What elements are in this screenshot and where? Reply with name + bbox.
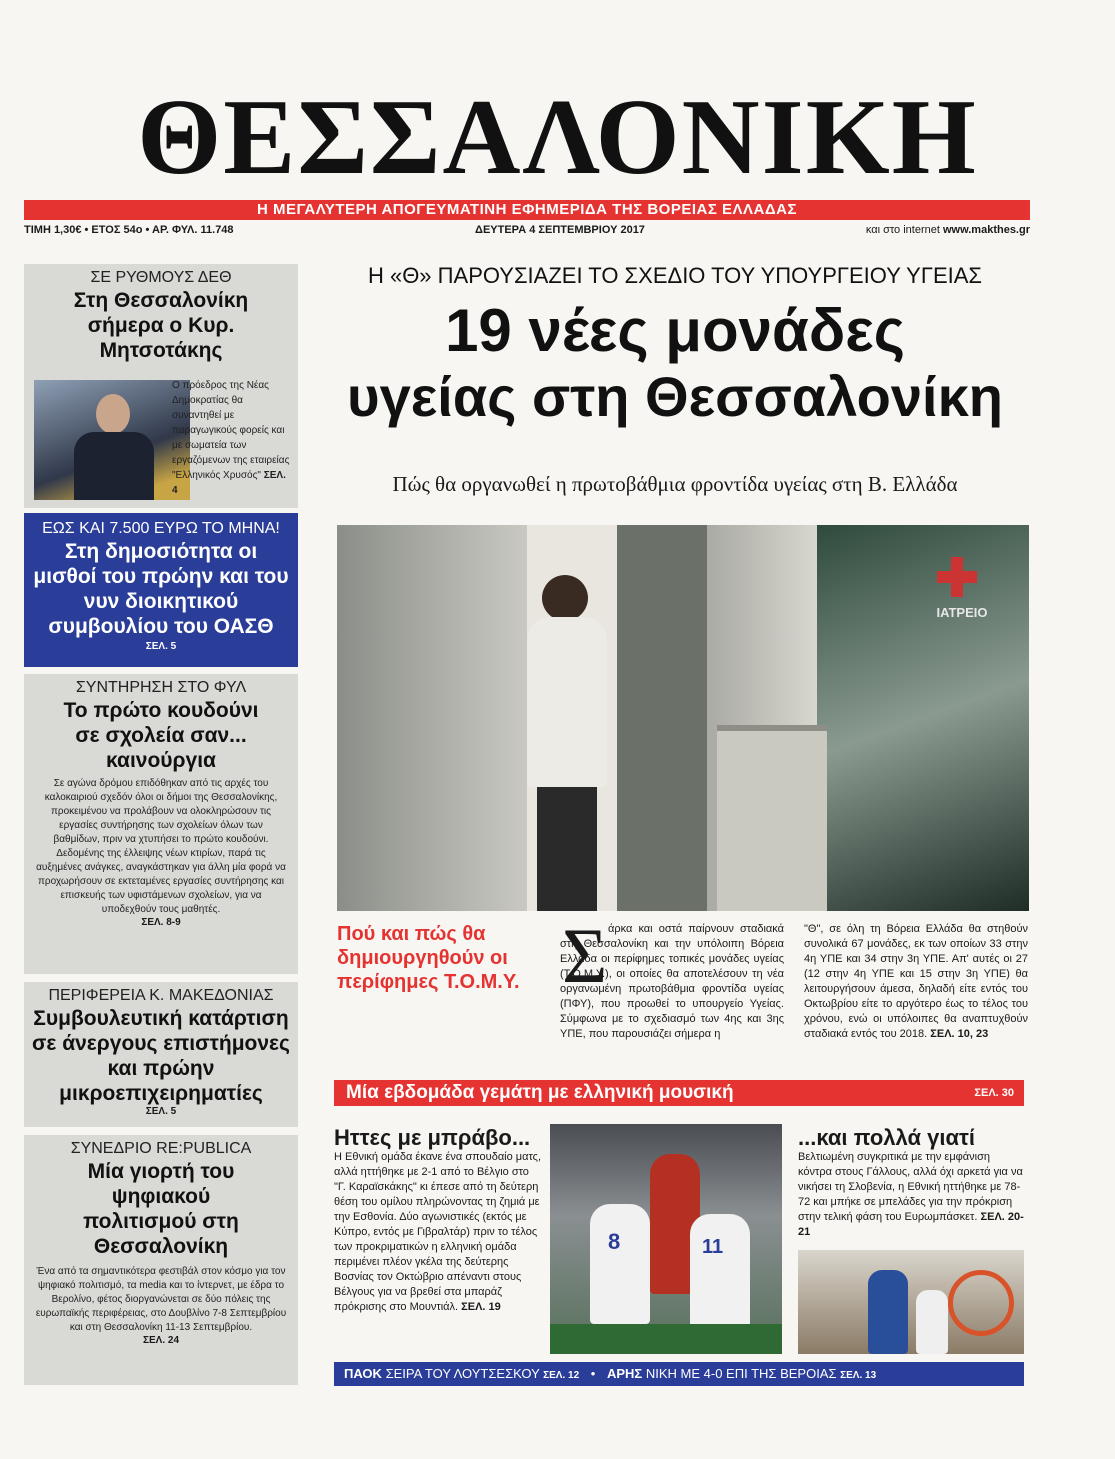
lead-subhead: Πώς θα οργανωθεί η πρωτοβάθμια φροντίδα υγείας στη Β. Ελλάδα: [392, 472, 958, 496]
jersey-number-a: 8: [608, 1229, 621, 1254]
football-headline[interactable]: Ηττες με μπράβο...: [334, 1125, 531, 1150]
price-issue: ΤΙΜΗ 1,30€ • ΕΤΟΣ 54ο • ΑΡ. ΦΥΛ. 11.748: [24, 224, 234, 236]
photo-table: [717, 725, 827, 911]
story-headline[interactable]: Το πρώτο κουδούνι σε σχολεία σαν... καινούργια: [63, 699, 259, 772]
lead-page: ΣΕΛ. 10, 23: [930, 1028, 989, 1040]
issue-date: ΔΕΥΤΕΡΑ 4 ΣΕΠΤΕΜΒΡΙΟΥ 2017: [475, 224, 645, 236]
lead-col1: άρκα και οστά παίρνουν σταδιακά στη Θεσσαλονίκη και την υπόλοιπη Βόρεια Ελλάδα οι περίφημες τοπικές μονάδες υγείας (Τ.Ο.Μ.Υ.), οι οποίες θα αποτελέσουν τη νέα οργανωμένη πρωτοβάθμια φροντίδα υγείας (ΠΦΥ), που προωθεί το υπουργείο Υγείας. Σύμφωνα με το σχεδιασμό των 4ης και 3ης ΥΠΕ, που παρουσιάζει σήμερα η: [560, 923, 784, 1040]
photo-glass-door: [817, 525, 1029, 911]
lead-headline-line1: 19 νέες μονάδες: [445, 297, 905, 364]
sports-strip[interactable]: [334, 1362, 1024, 1386]
photo-sign-text: ΙΑΤΡΕΙΟ: [936, 605, 988, 620]
story-kicker: ΣΥΝΤΗΡΗΣΗ ΣΤΟ ΦΥΛ: [75, 679, 247, 696]
lead-photo: [337, 525, 1029, 911]
photo-hoop: [948, 1270, 1014, 1336]
story-text: [172, 378, 292, 498]
basketball-page: ΣΕΛ. 20-21: [798, 1211, 1024, 1238]
lead-kicker: Η «Θ» ΠΑΡΟΥΣΙΑΖΕΙ ΤΟ ΣΧΕΔΙΟ ΤΟΥ ΥΠΟΥΡΓΕΙΟΥ ΥΓΕΙΑΣ: [367, 263, 983, 288]
medical-cross-icon: [937, 557, 977, 597]
sidebar-story-oasth[interactable]: [24, 513, 298, 667]
photo-wall-left: [337, 525, 527, 911]
photo-door: [617, 525, 707, 911]
photo-nurse-legs: [537, 787, 597, 911]
lead-col2: [804, 922, 1028, 1042]
paok-page: ΣΕΛ. 12: [543, 1370, 580, 1381]
drop-cap: Σ: [562, 912, 608, 999]
music-strip-page: ΣΕΛ. 30: [974, 1087, 1014, 1099]
story-headline[interactable]: Στη Θεσσαλονίκη σήμερα ο Κυρ. Μητσοτάκης: [73, 289, 249, 362]
sidebar-story-schools[interactable]: [24, 674, 298, 974]
internet-line: [790, 222, 1030, 238]
basketball-text: [798, 1150, 1026, 1240]
sidebar-story-republica[interactable]: [24, 1135, 298, 1385]
basketball-body: Βελτιωμένη συγκριτικά με την εμφάνιση κόντρα στους Γάλλους, αλλά όχι αρκετά για να νικήσει τη Σλοβενία, η Εθνική ηττήθηκε με 78-72 και μπήκε σε μπελάδες για την πρόκριση στην τελική φάση του Ευρωμπάσκετ.: [798, 1151, 1023, 1223]
photo-nurse-head: [542, 575, 588, 621]
photo-pitch: [550, 1324, 782, 1354]
photo-player-white-2: [690, 1214, 750, 1334]
paok-label: ΠΑΟΚ: [344, 1366, 382, 1381]
music-strip[interactable]: [334, 1080, 1024, 1106]
paok-text: ΣΕΙΡΑ ΤΟΥ ΛΟΥΤΣΕΣΚΟΥ: [385, 1366, 540, 1381]
football-photo: [550, 1124, 782, 1354]
sidebar-story-training[interactable]: [24, 982, 298, 1127]
jersey-number-b: 11: [702, 1236, 724, 1258]
photo-nurse-coat: [527, 617, 607, 787]
sidebar-story-mitsotakis[interactable]: [24, 264, 298, 508]
story-kicker: ΠΕΡΙΦΕΡΕΙΑ Κ. ΜΑΚΕΔΟΝΙΑΣ: [48, 987, 274, 1004]
basketball-photo: [798, 1250, 1024, 1354]
story-page: ΣΕΛ. 5: [145, 641, 177, 652]
internet-url[interactable]: www.makthes.gr: [942, 224, 1030, 236]
story-text: Σε αγώνα δρόμου επιδόθηκαν από τις αρχές του καλοκαιριού σχεδόν όλοι οι δήμοι της Θεσσαλονίκης, προκειμένου να προλάβουν να ολοκληρώσουν τις εργασίες συντήρησης των σχολείων όλων των βαθμίδων, πριν να χτυπήσει το πρώτο κουδούνι. Δεδομένης της έλλειψης νέων κτιρίων, παρά τις αυξημένες ανάγκες, αναγκάστηκαν για άλλη μία φορά να προχωρήσουν σε εκτεταμένες εργασίες συντήρησης και επισκευής των υφιστάμενων σχολείων, για να υποδεχθούν τους μαθητές.: [36, 778, 286, 915]
portrait-face: [96, 394, 130, 434]
aris-page: ΣΕΛ. 13: [840, 1370, 877, 1381]
story-kicker: ΣΕ ΡΥΘΜΟΥΣ ΔΕΘ: [90, 269, 232, 286]
photo-player-white-1: [590, 1204, 650, 1324]
lead-red-headline[interactable]: Πού και πώς θα δημιουργηθούν οι περίφημες Τ.Ο.Μ.Υ.: [337, 923, 520, 993]
football-body: Η Εθνική ομάδα έκανε ένα σπουδαίο ματς, αλλά ηττήθηκε με 2-1 από το Βέλγιο στο "Γ. Καραϊσκάκης" κι έπεσε από τη δεύτερη θέση του ομίλου πληρώνοντας τη ζημιά με την Εσθονία. Δύο αγωνιστικές (εκτός με Κύπρο, εντός με Γιβραλτάρ) πριν το τέλος των προκριματικών η ελληνική ομάδα περιμένει πλέον γκέλα της δεύτερης Βοσνίας τον Οκτώβριο απέναντι στους Βέλγους για να βρεθεί στα μπαράζ πρόκρισης στο Μουντιάλ.: [334, 1151, 542, 1313]
lead-col2-text: "Θ", σε όλη τη Βόρεια Ελλάδα θα στηθούν συνολικά 67 μονάδες, εκ των οποίων 33 στην 4η ΥΠΕ και 34 στην 3η ΥΠΕ. Απ' αυτές οι 27 (12 στην 4η ΥΠΕ και 15 στην 3η ΥΠΕ) θα λειτουργήσουν άμεσα, δηλαδή είτε εντός του Οκτωβρίου είτε το αργότερο έως το τέλος του χρόνου, ενώ οι υπόλοιπες θα αναπτυχθούν σταδιακά εντός του 2018.: [804, 923, 1028, 1040]
mitsotakis-photo: [34, 380, 190, 500]
story-page: ΣΕΛ. 4: [172, 470, 286, 496]
football-text: [334, 1150, 542, 1315]
lead-headline[interactable]: [320, 298, 1030, 430]
story-page: ΣΕΛ. 5: [145, 1106, 177, 1117]
story-page: ΣΕΛ. 8-9: [141, 917, 181, 928]
story-page: ΣΕΛ. 24: [142, 1335, 180, 1346]
aris-label: ΑΡΗΣ: [606, 1366, 643, 1381]
internet-prefix: και στο internet: [865, 224, 940, 236]
lead-headline-line2: υγείας στη Θεσσαλονίκη: [346, 365, 1004, 428]
masthead-title: ΘΕΣΣΑΛΟΝΙΚΗ: [137, 78, 978, 197]
story-headline[interactable]: Στη δημοσιότητα οι μισθοί του πρώην και του νυν διοικητικού συμβουλίου του ΟΑΣΘ: [33, 540, 289, 638]
football-page: ΣΕΛ. 19: [461, 1301, 501, 1313]
strip-separator: •: [590, 1366, 596, 1381]
story-headline[interactable]: Συμβουλευτική κατάρτιση σε άνεργους επιστήμονες και πρώην μικροεπιχειρηματίες: [32, 1007, 290, 1105]
photo-player-white: [916, 1290, 948, 1354]
masthead-tagline: Η ΜΕΓΑΛΥΤΕΡΗ ΑΠΟΓΕΥΜΑΤΙΝΗ ΕΦΗΜΕΡΙΔΑ ΤΗΣ ΒΟΡΕΙΑΣ ΕΛΛΑΔΑΣ: [24, 200, 1030, 220]
photo-player-blue: [868, 1270, 908, 1354]
story-text: Ένα από τα σημαντικότερα φεστιβάλ στον κόσμο για τον ψηφιακό πολιτισμό, τα media και το ίντερνετ, με έδρα το Βερολίνο, φέτος διοργανώνεται σε δύο πόλεις της ευρωπαϊκής περιφέρειας, στο Δουβλίνο 7-8 Σεπτεμβρίου και στη Θεσσαλονίκη 11-13 Σεπτεμβρίου.: [35, 1266, 287, 1333]
story-kicker: ΣΥΝΕΔΡΙΟ RE:PUBLICA: [70, 1140, 252, 1157]
music-strip-text: Μία εβδομάδα γεμάτη με ελληνική μουσική: [346, 1082, 734, 1103]
aris-text: ΝΙΚΗ ΜΕ 4-0 ΕΠΙ ΤΗΣ ΒΕΡΟΙΑΣ: [645, 1366, 837, 1381]
story-text-body: Ο πρόεδρος της Νέας Δημοκρατίας θα συναντηθεί με παραγωγικούς φορείς και με σωματεία των εργαζόμενων της εταιρείας "Ελληνικός Χρυσός": [172, 380, 290, 481]
basketball-headline[interactable]: ...και πολλά γιατί: [798, 1125, 975, 1150]
story-headline[interactable]: Μία γιορτή του ψηφιακού πολιτισμού στη Θεσσαλονίκη: [83, 1160, 239, 1258]
story-kicker: ΕΩΣ ΚΑΙ 7.500 ΕΥΡΩ ΤΟ ΜΗΝΑ!: [42, 520, 280, 537]
portrait-suit: [74, 432, 154, 500]
